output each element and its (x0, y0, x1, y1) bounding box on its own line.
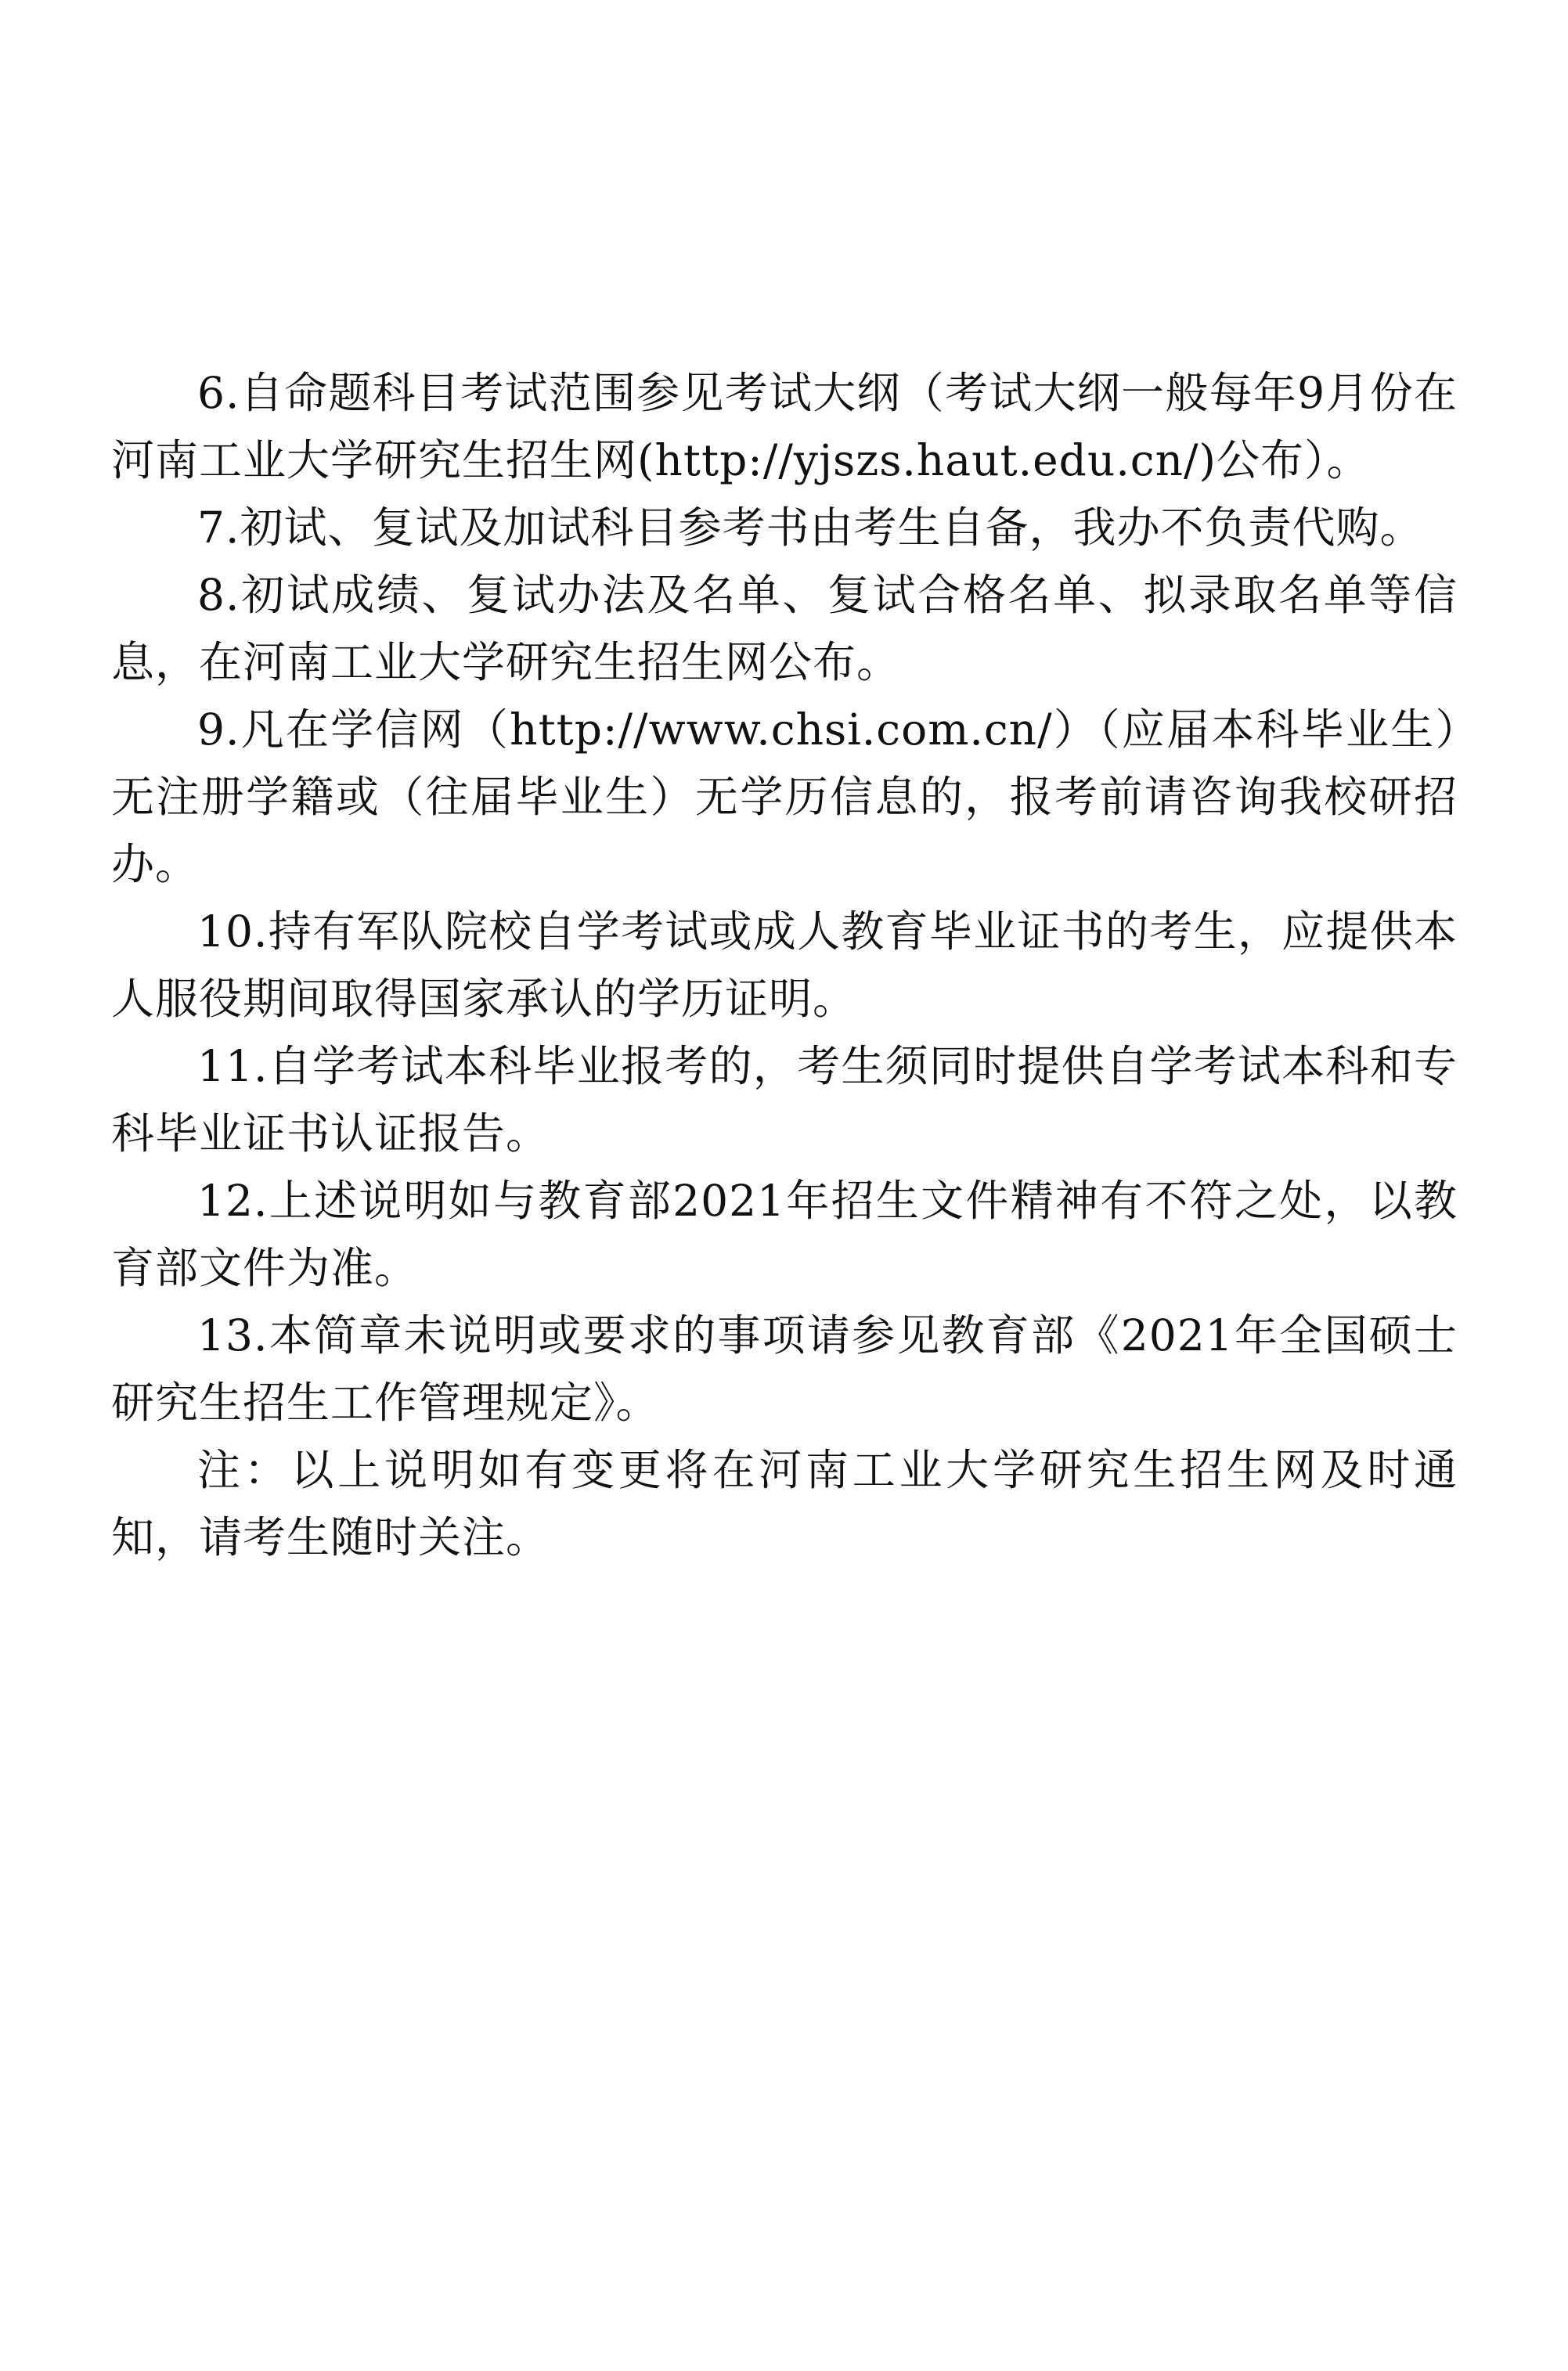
document-body (111, 359, 1458, 1571)
item-10-paragraph: 10.持有军队院校自学考试或成人教育毕业证书的考生，应提供本人服役期间取得国家承认的学历证明。 (111, 906, 1458, 1024)
item-6-paragraph: 6.自命题科目考试范围参见考试大纲（考试大纲一般每年9月份在河南工业大学研究生招生网(http://yjszs.haut.edu.cn/)公布）。 (111, 368, 1458, 485)
note-paragraph: 注：以上说明如有变更将在河南工业大学研究生招生网及时通知，请考生随时关注。 (111, 1445, 1458, 1562)
item-7-paragraph: 7.初试、复试及加试科目参考书由考生自备，我办不负责代购。 (197, 503, 1424, 553)
item-9-paragraph: 9.凡在学信网（http://www.chsi.com.cn/）（应届本科毕业生）无注册学籍或（往届毕业生）无学历信息的，报考前请咨询我校研招办。 (111, 704, 1458, 889)
item-8-paragraph: 8.初试成绩、复试办法及名单、复试合格名单、拟录取名单等信息，在河南工业大学研究生招生网公布。 (111, 570, 1458, 687)
item-11-paragraph: 11.自学考试本科毕业报考的，考生须同时提供自学考试本科和专科毕业证书认证报告。 (111, 1041, 1458, 1158)
item-12-paragraph: 12.上述说明如与教育部2021年招生文件精神有不符之处，以教育部文件为准。 (111, 1176, 1458, 1293)
item-13-paragraph: 13.本简章未说明或要求的事项请参见教育部《2021年全国硕士研究生招生工作管理规定》。 (111, 1310, 1458, 1428)
